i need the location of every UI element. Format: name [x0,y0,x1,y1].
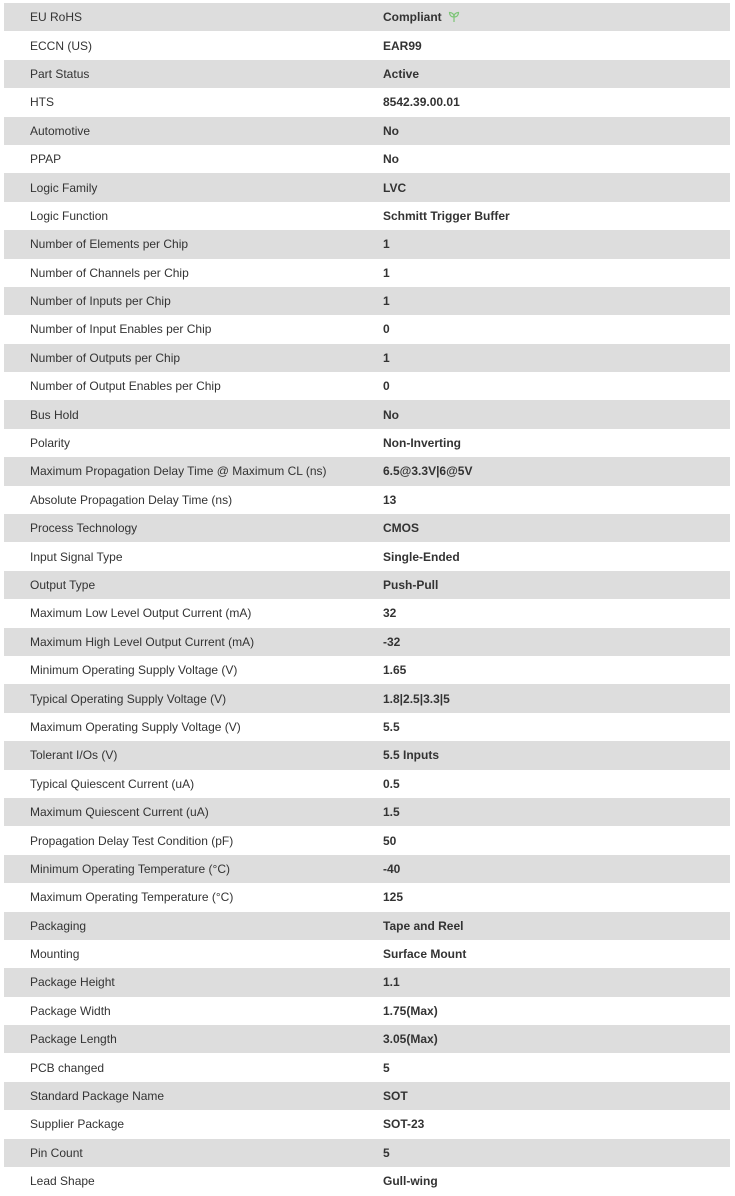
spec-row [4,1082,730,1110]
spec-label: Tolerant I/Os (V) [30,748,118,763]
spec-value [383,237,390,251]
spec-row [4,315,730,343]
spec-label: Logic Family [30,180,98,195]
spec-value-text: No [383,407,399,422]
spec-value-text: -40 [383,861,401,876]
spec-label: Number of Outputs per Chip [30,350,181,365]
spec-row [4,202,730,230]
spec-row [4,1053,730,1081]
spec-label: Maximum Operating Temperature (°C) [30,890,234,905]
spec-label: Bus Hold [30,407,79,422]
spec-value-text: 5 [383,1145,390,1160]
spec-row [4,88,730,116]
spec-value [383,720,400,734]
spec-value-text: SOT [383,1089,408,1104]
spec-value [383,663,406,677]
spec-row [4,3,730,31]
spec-value [383,550,460,564]
spec-row [4,542,730,570]
spec-label: Maximum Operating Supply Voltage (V) [30,719,241,734]
spec-row [4,798,730,826]
spec-row [4,968,730,996]
spec-label: Typical Quiescent Current (uA) [30,776,195,791]
spec-value [383,266,390,280]
spec-value-text: LVC [383,180,407,195]
spec-row [4,628,730,656]
spec-row [4,514,730,542]
spec-label: Mounting [30,947,80,962]
spec-value [383,294,390,308]
spec-value [383,436,461,450]
spec-value [383,322,390,336]
spec-value [383,67,419,81]
spec-label: Maximum Quiescent Current (uA) [30,805,209,820]
spec-value [383,10,460,24]
spec-label: Number of Elements per Chip [30,237,189,252]
spec-row [4,457,730,485]
spec-value-text: No [383,123,399,138]
specifications-table [4,3,730,1195]
spec-label: Number of Channels per Chip [30,265,189,280]
spec-value-text: EAR99 [383,38,422,53]
spec-row [4,400,730,428]
spec-label: Absolute Propagation Delay Time (ns) [30,492,233,507]
spec-value-text: 50 [383,833,397,848]
spec-value [383,124,399,138]
spec-value [383,947,466,961]
spec-value-text: 1.75(Max) [383,1003,438,1018]
spec-value [383,919,463,933]
spec-value-text: CMOS [383,521,419,536]
spec-value-text: -32 [383,634,401,649]
spec-label: PCB changed [30,1060,105,1075]
spec-value-text: 32 [383,606,397,621]
spec-row [4,741,730,769]
spec-label: Supplier Package [30,1117,125,1132]
spec-label: EU RoHS [30,10,83,25]
spec-row [4,656,730,684]
spec-value-text: 5 [383,1060,390,1075]
spec-row [4,486,730,514]
spec-value-text: 8542.39.00.01 [383,95,460,110]
spec-label: Number of Output Enables per Chip [30,379,221,394]
leaf-icon [448,11,460,23]
spec-value [383,805,400,819]
spec-row [4,173,730,201]
spec-value-text: 5.5 Inputs [383,748,440,763]
spec-row [4,826,730,854]
spec-row [4,912,730,940]
spec-value-text: 3.05(Max) [383,1032,438,1047]
spec-value [383,152,399,166]
spec-value [383,1032,438,1046]
spec-value [383,748,439,762]
spec-value [383,1061,390,1075]
spec-row [4,372,730,400]
spec-row [4,571,730,599]
spec-value-text: 1.65 [383,663,407,678]
spec-label: Process Technology [30,521,138,536]
spec-label: Lead Shape [30,1174,95,1189]
spec-value [383,181,406,195]
spec-label: Output Type [30,578,96,592]
spec-label: Standard Package Name [30,1089,165,1104]
spec-row [4,1139,730,1167]
spec-value [383,1089,408,1103]
spec-value [383,379,390,393]
spec-value [383,408,399,422]
spec-value-text: 0 [383,379,390,394]
spec-value-text: 0.5 [383,776,400,791]
spec-label: ECCN (US) [30,38,92,53]
spec-value [383,95,460,109]
spec-value-text: 1.5 [383,805,400,820]
spec-value-text: 1.1 [383,975,400,990]
spec-value [383,39,422,53]
spec-label: Minimum Operating Temperature (°C) [30,861,230,876]
spec-value-text: Compliant [383,10,442,25]
spec-row [4,287,730,315]
spec-label: Pin Count [30,1145,83,1160]
spec-value [383,351,390,365]
spec-value [383,890,403,904]
spec-row [4,599,730,627]
spec-row [4,145,730,173]
spec-label: Logic Function [30,208,109,223]
spec-value [383,692,450,706]
spec-value-text: No [383,152,399,167]
spec-value [383,578,438,592]
spec-value-text: 1.8|2.5|3.3|5 [383,691,450,706]
spec-row [4,684,730,712]
spec-value-text: Surface Mount [383,947,467,962]
spec-value-text: Single-Ended [383,549,460,564]
spec-label: Propagation Delay Test Condition (pF) [30,833,234,848]
spec-value-text: 1 [383,294,390,309]
spec-label: Polarity [30,436,71,451]
spec-value-text: 1 [383,350,390,365]
spec-value [383,521,419,535]
spec-value [383,1146,390,1160]
spec-value-text: 6.5@3.3V|6@5V [383,464,473,479]
spec-label: Typical Operating Supply Voltage (V) [30,691,227,706]
spec-label: Maximum High Level Output Current (mA) [30,634,255,649]
spec-row [4,1110,730,1138]
spec-row [4,770,730,798]
spec-label: Minimum Operating Supply Voltage (V) [30,663,238,678]
spec-row [4,997,730,1025]
spec-row [4,117,730,145]
spec-value-text: 13 [383,492,397,507]
spec-label: Automotive [30,123,91,138]
spec-row [4,230,730,258]
spec-row [4,883,730,911]
spec-row [4,31,730,59]
spec-label: Packaging [30,918,87,933]
spec-value-text: 1 [383,237,390,252]
spec-value [383,1004,438,1018]
spec-row [4,1025,730,1053]
spec-label: PPAP [30,152,62,167]
spec-value-text: Push-Pull [383,578,439,592]
spec-row [4,429,730,457]
spec-row [4,259,730,287]
spec-value-text: 1 [383,265,390,280]
spec-value [383,777,400,791]
spec-row [4,855,730,883]
spec-row [4,940,730,968]
spec-label: Maximum Propagation Delay Time @ Maximum CL (ns) [30,464,327,479]
spec-label: Maximum Low Level Output Current (mA) [30,606,252,621]
spec-row [4,344,730,372]
spec-value-text: 125 [383,890,404,905]
spec-value [383,464,472,478]
spec-label: Package Height [30,975,115,990]
spec-value [383,606,396,620]
spec-label: Part Status [30,66,90,81]
spec-label: Input Signal Type [30,549,123,564]
spec-value [383,862,400,876]
spec-value-text: SOT-23 [383,1117,425,1132]
spec-row [4,1167,730,1195]
spec-label: Package Length [30,1032,117,1047]
spec-value-text: 5.5 [383,719,400,734]
spec-label: Number of Input Enables per Chip [30,322,212,337]
spec-row [4,60,730,88]
spec-value [383,1117,424,1131]
spec-value [383,493,396,507]
spec-value [383,209,510,223]
spec-label: Number of Inputs per Chip [30,294,171,309]
spec-label: HTS [30,95,54,110]
spec-value [383,975,400,989]
spec-value-text: Gull-wing [383,1174,438,1189]
spec-value [383,635,400,649]
spec-row [4,713,730,741]
spec-label: Package Width [30,1003,111,1018]
spec-value-text: 0 [383,322,390,337]
spec-value-text: Tape and Reel [383,918,464,933]
spec-value-text: Non-Inverting [383,436,461,451]
spec-value [383,1174,438,1188]
spec-value-text: Schmitt Trigger Buffer [383,208,510,223]
spec-value [383,834,396,848]
spec-value-text: Active [383,66,420,81]
